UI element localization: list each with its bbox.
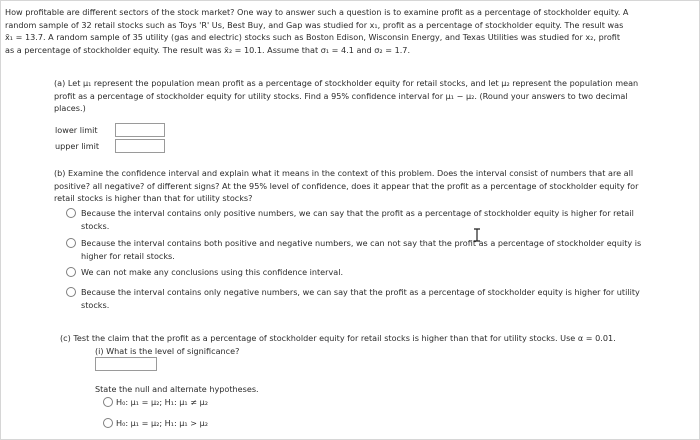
upper-limit-input[interactable]: [115, 139, 165, 153]
option-text: We can not make any conclusions using this confidence interval.: [81, 267, 344, 277]
radio-button-icon[interactable]: [66, 238, 76, 248]
significance-question: (i) What is the level of significance?: [95, 346, 240, 356]
option-text: Because the interval contains only positive numbers, we can say that the profit as a percentage of stockholder equity is higher for retail: [81, 208, 634, 218]
radio-button-icon[interactable]: [66, 267, 76, 277]
radio-button-icon[interactable]: [103, 397, 113, 407]
part-b-line: retail stocks is higher than that for utility stocks?: [54, 193, 253, 204]
radio-button-icon[interactable]: [66, 208, 76, 218]
intro-line: How profitable are different sectors of the stock market? One way to answer such a question is to examine profit as a percentage of stockholder equity. A: [5, 7, 629, 17]
intro-line: random sample of 32 retail stocks such as Toys 'R' Us, Best Buy, and Gap was studied for x₁, profit as a percentage of stockholder equity. The result was: [5, 19, 624, 30]
part-a-question: [54, 77, 684, 115]
part-c-question: [60, 332, 690, 345]
option-text: higher for retail stocks.: [81, 250, 175, 261]
option-text: stocks.: [81, 220, 110, 231]
option-text: stocks.: [81, 299, 110, 310]
part-b-question: [54, 167, 684, 205]
part-a-line: (a) Let μ₁ represent the population mean profit as a percentage of stockholder equity for retail stocks, and let μ₂ represent the population mean: [54, 78, 639, 88]
lower-limit-label: lower limit: [55, 125, 98, 135]
hypothesis-text: H₀: μ₁ = μ₂; H₁: μ₁ ≠ μ₂: [116, 397, 208, 407]
part-b-line: (b) Examine the confidence interval and explain what it means in the context of this problem. Does the interval consist of numbers that are all: [54, 168, 634, 178]
radio-button-icon[interactable]: [103, 418, 113, 428]
intro-line: x̄₁ = 13.7. A random sample of 35 utility (gas and electric) stocks such as Boston Edison, Wisconsin Energy, and Texas Utilities was studied for x₂, profit: [5, 32, 621, 43]
option-text: Because the interval contains only negative numbers, we can say that the profit as a percentage of stockholder equity is higher for utility: [81, 287, 640, 297]
option-text: Because the interval contains both positive and negative numbers, we can not say that the profit as a percentage of stockholder equity is: [81, 238, 642, 248]
upper-limit-label: upper limit: [55, 141, 100, 151]
intro-line: as a percentage of stockholder equity. The result was x̄₂ = 10.1. Assume that σ₁ = 4.1 and σ₂ = 1.7.: [5, 44, 411, 55]
hypothesis-text: H₀: μ₁ = μ₂; H₁: μ₁ > μ₂: [116, 418, 208, 428]
part-a-line: profit as a percentage of stockholder equity for utility stocks. Find a 95% confidence interval for μ₁ − μ₂. (Round your answers to two decimal: [54, 90, 628, 101]
part-c-line: (c) Test the claim that the profit as a percentage of stockholder equity for retail stocks is higher than that for utility stocks. Use α = 0.01.: [60, 333, 616, 343]
part-b-line: positive? all negative? of different signs? At the 95% level of confidence, does it appear that the profit as a percentage of stockholder equity for: [54, 180, 639, 191]
problem-intro: [5, 6, 693, 56]
text-cursor-icon: [473, 228, 481, 242]
lower-limit-input[interactable]: [115, 123, 165, 137]
radio-button-icon[interactable]: [66, 287, 76, 297]
hypotheses-prompt: State the null and alternate hypotheses.: [95, 384, 259, 394]
part-a-line: places.): [54, 103, 86, 114]
significance-input[interactable]: [95, 357, 157, 371]
